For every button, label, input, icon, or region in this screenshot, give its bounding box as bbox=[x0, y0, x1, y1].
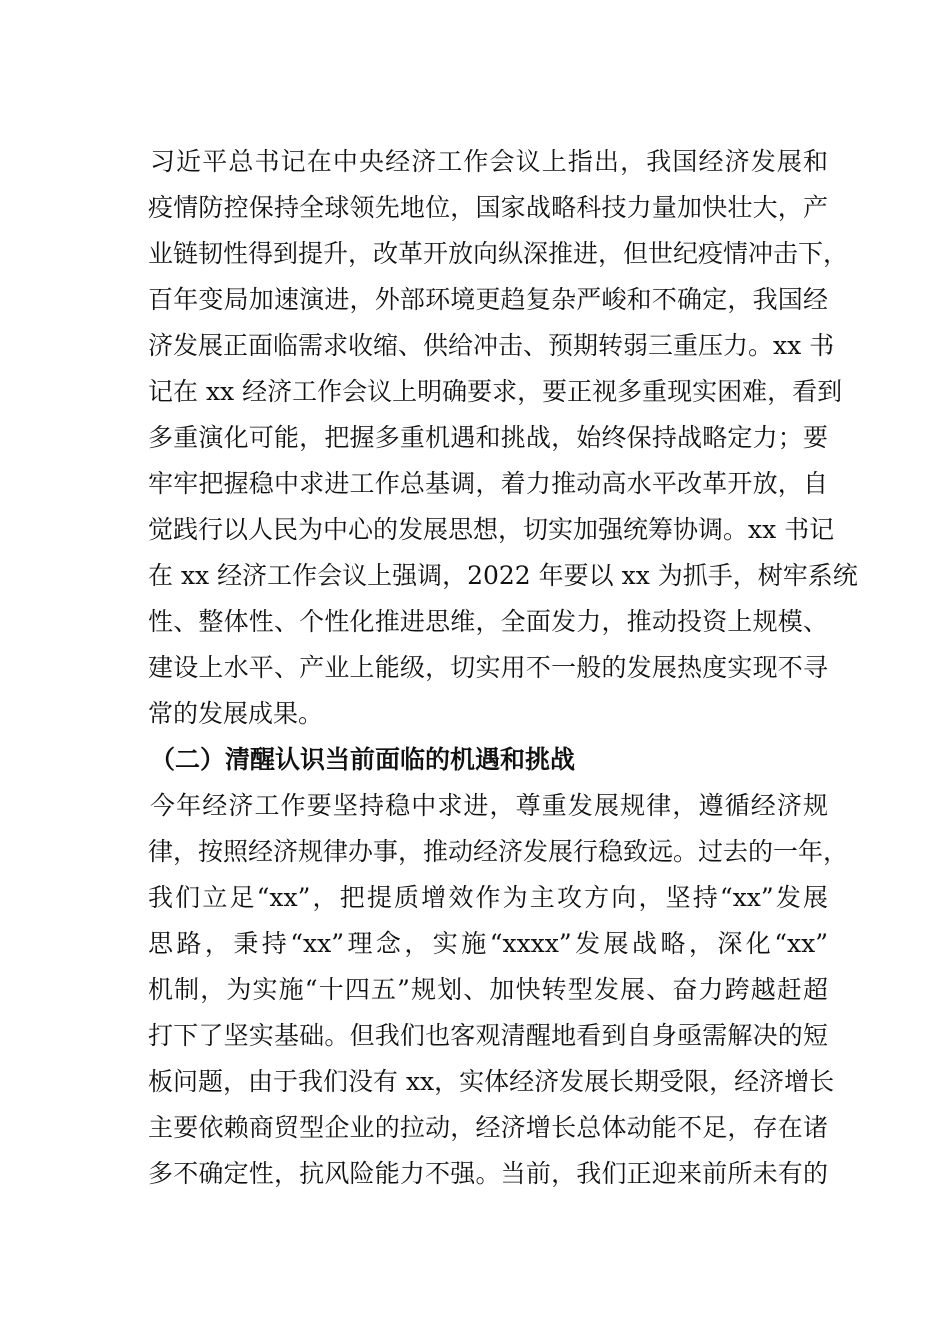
paragraph-line: 常的发展成果。 bbox=[148, 699, 324, 728]
section-heading: （二）清醒认识当前面临的机遇和挑战 bbox=[150, 745, 576, 774]
paragraph-line: 疫情防控保持全球领先地位，国家战略科技力量加快壮大，产 bbox=[148, 193, 828, 222]
paragraph-line: 牢牢把握稳中求进工作总基调，着力推动高水平改革开放，自 bbox=[148, 469, 828, 498]
paragraph-line: 板问题，由于我们没有 xx，实体经济发展长期受限，经济增长 bbox=[148, 1067, 835, 1096]
paragraph-line: 觉践行以人民为中心的发展思想，切实加强统筹协调。xx 书记 bbox=[148, 515, 835, 544]
paragraph-line: 多重演化可能，把握多重机遇和挑战，始终保持战略定力；要 bbox=[148, 423, 828, 452]
paragraph-line: 建设上水平、产业上能级，切实用不一般的发展热度实现不寻 bbox=[148, 653, 828, 682]
paragraph-line: 主要依赖商贸型企业的拉动，经济增长总体动能不足，存在诸 bbox=[148, 1113, 828, 1142]
paragraph-line: 我们立足“xx”，把提质增效作为主攻方向，坚持“xx”发展 bbox=[148, 883, 828, 912]
paragraph-line: 性、整体性、个性化推进思维，全面发力，推动投资上规模、 bbox=[148, 607, 828, 636]
paragraph-line: 打下了坚实基础。但我们也客观清醒地看到自身亟需解决的短 bbox=[148, 1021, 828, 1050]
paragraph-line: 在 xx 经济工作会议上强调，2022 年要以 xx 为抓手，树牢系统 bbox=[148, 561, 858, 590]
paragraph-line: 习近平总书记在中央经济工作会议上指出，我国经济发展和 bbox=[150, 147, 828, 176]
paragraph-line: 记在 xx 经济工作会议上明确要求，要正视多重现实困难，看到 bbox=[148, 377, 843, 406]
paragraph-line: 律，按照经济规律办事，推动经济发展行稳致远。过去的一年， bbox=[148, 837, 849, 866]
paragraph-line: 今年经济工作要坚持稳中求进，尊重发展规律，遵循经济规 bbox=[150, 791, 828, 820]
paragraph-line: 百年变局加速演进，外部环境更趋复杂严峻和不确定，我国经 bbox=[148, 285, 828, 314]
paragraph-line: 多不确定性，抗风险能力不强。当前，我们正迎来前所未有的 bbox=[148, 1159, 828, 1188]
paragraph-line: 业链韧性得到提升，改革开放向纵深推进，但世纪疫情冲击下， bbox=[148, 239, 849, 268]
paragraph-line: 济发展正面临需求收缩、供给冲击、预期转弱三重压力。xx 书 bbox=[148, 331, 835, 360]
paragraph-line: 机制，为实施“十四五”规划、加快转型发展、奋力跨越赶超 bbox=[148, 975, 828, 1004]
paragraph-line: 思路，秉持“xx”理念，实施“xxxx”发展战略，深化“xx” bbox=[148, 929, 828, 958]
